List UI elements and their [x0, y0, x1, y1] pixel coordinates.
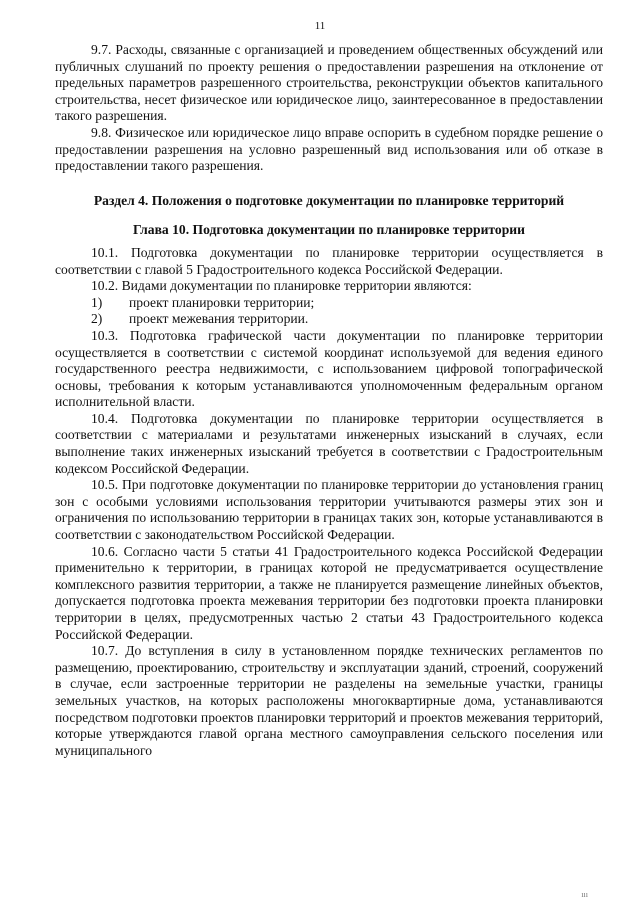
corner-mark: ııı [581, 890, 588, 899]
document-body [55, 42, 603, 759]
paragraph-10-2: 10.2. Видами документации по планировке территории являются: [91, 278, 472, 294]
paragraph-10-1: 10.1. Подготовка документации по планировке территории осуществляется в соответствии с главой 5 Градостроительного кодекса Российской Федерации. [55, 244, 603, 277]
section-heading: Раздел 4. Положения о подготовке документации по планировке территорий [93, 192, 565, 208]
chapter-heading: Глава 10. Подготовка документации по планировке территории [133, 222, 525, 238]
paragraph-10-3: 10.3. Подготовка графической части документации по планировке территории осуществляется в соответствии с системой координат используемой для ведения единого государственного реестра недвижимости, с использованием цифровой топографической основы, требования к которым устанавливаются уполномоченным федеральным органом исполнительной власти. [55, 327, 603, 410]
paragraph-9-7: 9.7. Расходы, связанные с организацией и проведением общественных обсуждений или публичных слушаний по проекту решения о предоставлении разрешения на отклонение от предельных параметров разрешенного строительства, реконструкции объектов капитального строительства, несет физическое или юридическое лицо, заинтересованное в предоставлении такого разрешения. [55, 42, 603, 124]
list-item-text: проект планировки территории; [129, 294, 315, 310]
list-item [91, 295, 603, 312]
paragraph-10-4: 10.4. Подготовка документации по планировке территории осуществляется в соответствии с материалами и результатами инженерных изысканий в случаях, если выполнение таких инженерных изысканий требуется в соответствии с Градостроительным кодексом Российской Федерации. [55, 410, 603, 476]
paragraph-10-7: 10.7. До вступления в силу в установленном порядке технических регламентов по размещению, проектированию, строительству и эксплуатации зданий, строений, сооружений в случае, если застроенные территории не разделены на земельные участки, границы земельных участков, на которых расположены многоквартирные дома, устанавливаются посредством подготовки проектов планировки территорий и проектов межевания территорий, которые утверждаются главой органа местного самоуправления сельского поселения или муниципального [55, 643, 603, 758]
list-item-number: 2) [91, 311, 103, 327]
list-item-number: 1) [91, 294, 103, 310]
list-item-text: проект межевания территории. [129, 311, 309, 327]
paragraph-10-6: 10.6. Согласно части 5 статьи 41 Градостроительного кодекса Российской Федерации применительно к территории, в границах которой не предусматривается осуществление комплексного развития территории, а также не планируется размещение линейных объектов, допускается подготовка проекта межевания территории без подготовки проекта планировки территории в целях, предусмотренных частью 2 статьи 43 Градостроительного кодекса Российской Федерации. [55, 543, 603, 642]
page-number: 11 [314, 20, 326, 32]
paragraph-10-5: 10.5. При подготовке документации по планировке территории до установления границ зон с особыми условиями использования территории учитываются размеры этих зон и ограничения по использованию территории в границах таких зон, которые устанавливаются в соответствии с законодательством Российской Федерации. [55, 477, 603, 543]
paragraph-9-8: 9.8. Физическое или юридическое лицо вправе оспорить в судебном порядке решение о предоставлении разрешения на условно разрешенный вид использования или об отказе в предоставлении такого разрешения. [55, 124, 603, 174]
list-item [91, 311, 603, 328]
